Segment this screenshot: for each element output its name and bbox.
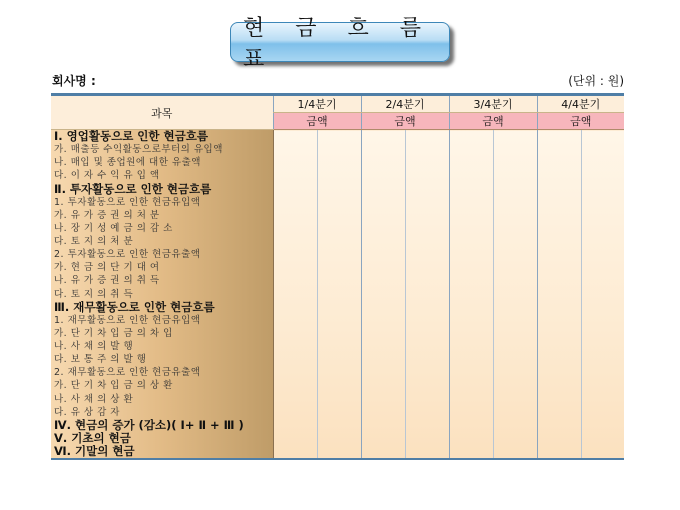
q4-amount-cell-a[interactable] [537, 130, 581, 460]
line-item: 나. 매입 및 종업원에 대한 유출액 [54, 157, 201, 169]
amount-header-1: 금액 [273, 113, 361, 130]
section-heading: Ⅵ. 기말의 현금 [54, 445, 135, 458]
q2-amount-cell-a[interactable] [361, 130, 405, 460]
title-banner [230, 16, 450, 72]
amount-header-2: 금액 [361, 113, 449, 130]
q1-amount-cell-b[interactable] [317, 130, 361, 460]
line-item: 나. 장 기 성 예 금 의 감 소 [54, 222, 173, 234]
line-item: 나. 유 가 증 권 의 취 득 [54, 275, 160, 287]
line-item: 1. 재무활동으로 인한 현금유입액 [54, 314, 201, 326]
line-item: 가. 유 가 증 권 의 처 분 [54, 209, 160, 221]
line-item: 나. 사 채 의 상 환 [54, 393, 134, 405]
line-item: 1. 투자활동으로 인한 현금유입액 [54, 196, 201, 208]
subject-column [51, 130, 273, 460]
section-heading: Ⅰ. 영업활동으로 인한 현금흐름 [54, 130, 208, 143]
line-item: 가. 현 금 의 단 기 대 여 [54, 262, 160, 274]
line-item: 다. 이 자 수 익 유 입 액 [54, 170, 160, 182]
quarter-header-3: 3/4분기 [449, 95, 537, 113]
amount-header-3: 금액 [449, 113, 537, 130]
line-item: 다. 토 지 의 처 분 [54, 236, 134, 247]
section-heading: Ⅱ. 투자활동으로 인한 현금흐름 [54, 182, 212, 196]
line-item: 2. 재무활동으로 인한 현금유출액 [54, 367, 201, 379]
quarter-header-2: 2/4분기 [361, 95, 449, 113]
cash-flow-table [51, 93, 624, 460]
q2-amount-cell-b[interactable] [405, 130, 449, 460]
line-item: 2. 투자활동으로 인한 현금유출액 [54, 249, 201, 261]
line-item: 다. 토 지 의 취 득 [54, 288, 134, 300]
subject-header: 과목 [51, 95, 273, 130]
amount-header-4: 금액 [537, 113, 624, 130]
subject-list [51, 130, 273, 458]
q1-amount-cell-a[interactable] [273, 130, 317, 460]
line-item: 가. 단 기 차 입 금 의 차 입 [54, 327, 173, 339]
section-heading: Ⅳ. 현금의 증가 (감소)( Ⅰ+ Ⅱ + Ⅲ ) [54, 418, 244, 432]
line-item: 가. 매출등 수익활동으로부터의 유입액 [54, 144, 223, 156]
line-item: 다. 보 통 주 의 발 행 [54, 354, 147, 366]
quarter-header-1: 1/4분기 [273, 95, 361, 113]
unit-label: (단위 : 원) [568, 74, 624, 88]
quarter-header-4: 4/4분기 [537, 95, 624, 113]
line-item: 나. 사 채 의 발 행 [54, 341, 134, 352]
section-heading: Ⅴ. 기초의 현금 [54, 431, 131, 445]
line-item: 가. 단 기 차 입 금 의 상 환 [54, 380, 173, 392]
line-item: 다. 유 상 감 자 [54, 406, 120, 418]
q4-amount-cell-b[interactable] [581, 130, 624, 460]
page-title: 현 금 흐 름 표 [243, 16, 433, 72]
q3-amount-cell-a[interactable] [449, 130, 493, 460]
section-heading: Ⅲ. 재무활동으로 인한 현금흐름 [54, 300, 215, 314]
q3-amount-cell-b[interactable] [493, 130, 537, 460]
company-name-label: 회사명 : [52, 74, 96, 88]
